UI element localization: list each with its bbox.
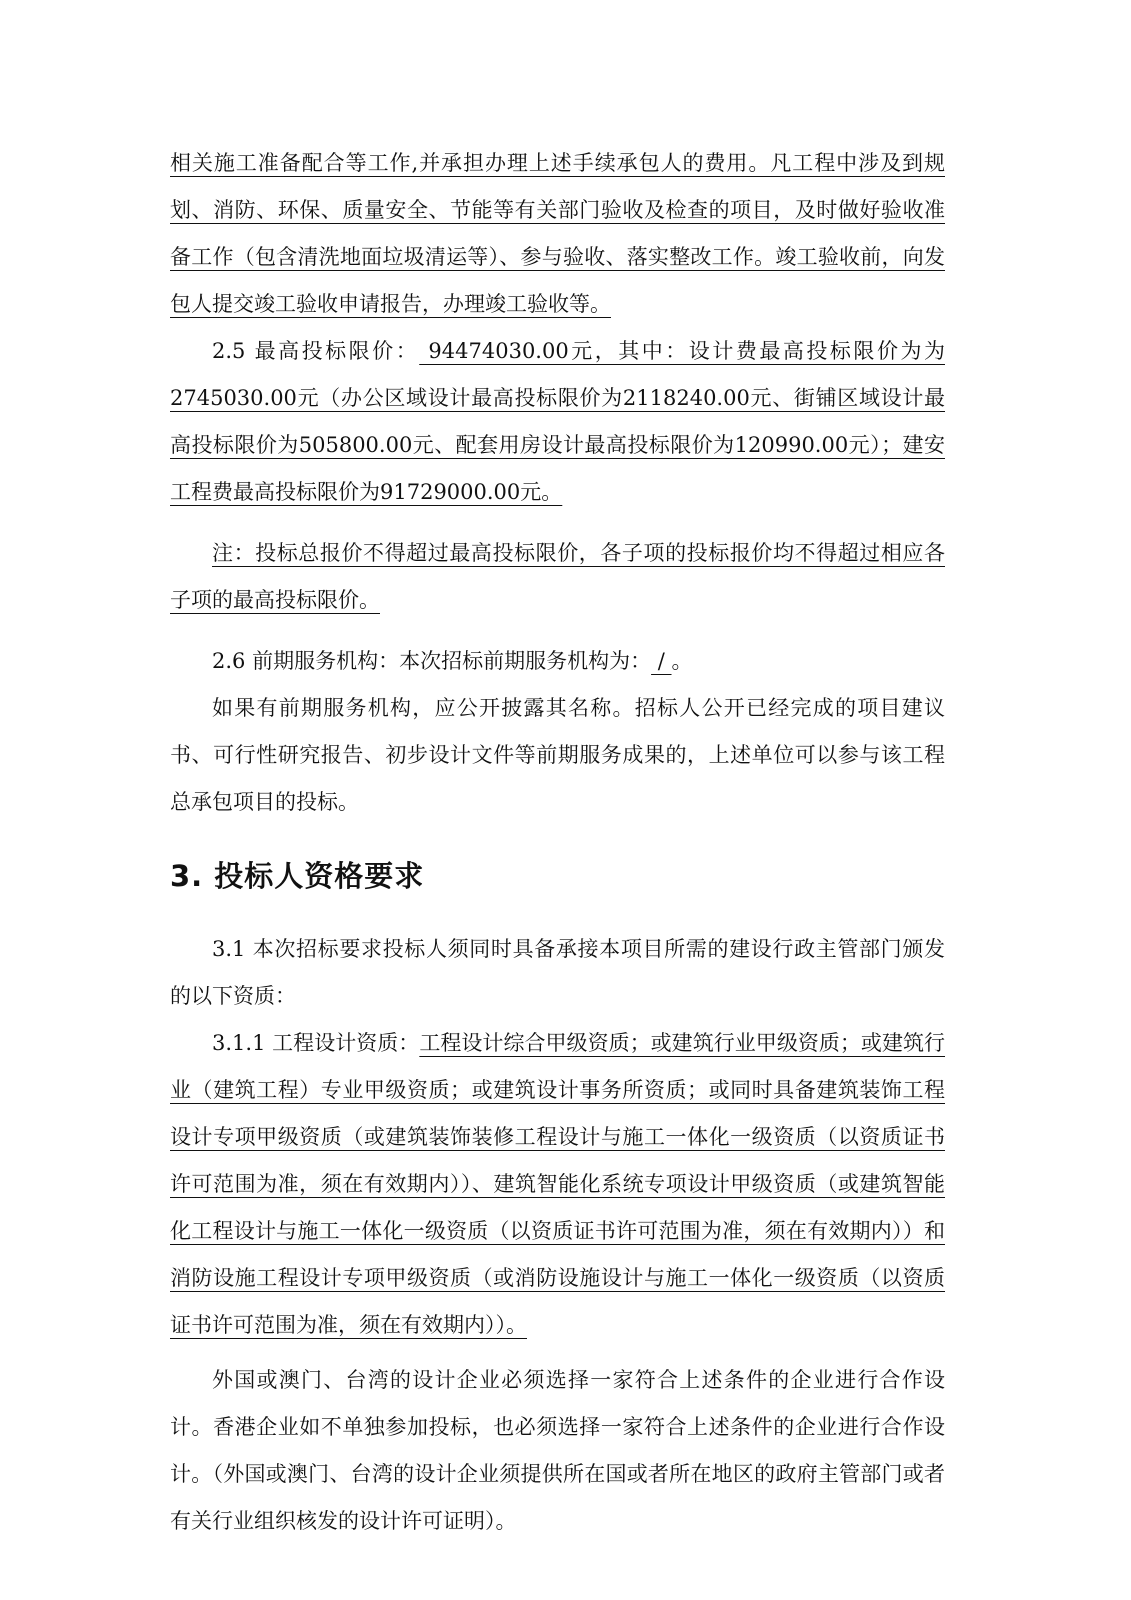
section-3-1-1-label: 3.1.1 工程设计资质： bbox=[212, 1031, 420, 1055]
pre-service-paragraph: 如果有前期服务机构，应公开披露其名称。招标人公开已经完成的项目建议书、可行性研究报告、初步设计文件等前期服务成果的，上述单位可以参与该工程总承包项目的投标。 bbox=[170, 696, 945, 814]
note-text: 注：投标总报价不得超过最高投标限价，各子项的投标报价均不得超过相应各子项的最高投标限价。 bbox=[170, 541, 945, 612]
section-heading-3: 3. 投标人资格要求 bbox=[170, 859, 425, 893]
section-2-6-label: 2.6 前期服务机构：本次招标前期服务机构为： bbox=[212, 649, 652, 673]
continuation-text: 相关施工准备配合等工作,并承担办理上述手续承包人的费用。凡工程中涉及到规划、消防、环保、质量安全、节能等有关部门验收及检查的项目，及时做好验收准备工作（包含清洗地面垃圾清运等）、参与验收、落实整改工作。竣工验收前，向发包人提交竣工验收申请报告，办理竣工验收等。 bbox=[170, 151, 945, 316]
section-2-5-label: 2.5 最高投标限价： bbox=[212, 339, 420, 363]
pre-service-agency-value: / bbox=[651, 649, 672, 673]
document-body bbox=[170, 140, 945, 1545]
section-2-6 bbox=[170, 638, 945, 685]
paragraph-continuation bbox=[170, 140, 945, 328]
note-paragraph bbox=[170, 530, 945, 624]
section-2-6-end: 。 bbox=[671, 649, 693, 673]
section-2-5 bbox=[170, 328, 945, 516]
design-qualification-text: 工程设计综合甲级资质；或建筑行业甲级资质；或建筑行业（建筑工程）专业甲级资质；或建筑设计事务所资质；或同时具备建筑装饰工程设计专项甲级资质（或建筑装饰装修工程设计与施工一体化一级资质（以资质证书许可范围为准，须在有效期内））、建筑智能化系统专项设计甲级资质（或建筑智能化工程设计与施工一体化一级资质（以资质证书许可范围为准，须在有效期内））和消防设施工程设计专项甲级资质（或消防设施设计与施工一体化一级资质（以资质证书许可范围为准，须在有效期内））。 bbox=[170, 1031, 946, 1337]
foreign-enterprise-paragraph: 外国或澳门、台湾的设计企业必须选择一家符合上述条件的企业进行合作设计。香港企业如不单独参加投标，也必须选择一家符合上述条件的企业进行合作设计。（外国或澳门、台湾的设计企业须提供所在国或者所在地区的政府主管部门或者有关行业组织核发的设计许可证明）。 bbox=[170, 1368, 945, 1533]
max-bid-price-text: 94474030.00元，其中：设计费最高投标限价为为2745030.00元（办公区域设计最高投标限价为2118240.00元、街铺区域设计最高投标限价为505800.00元、配套用房设计最高投标限价为120990.00元）；建安工程费最高投标限价为91729000.00元。 bbox=[170, 339, 945, 504]
section-3-1: 3.1 本次招标要求投标人须同时具备承接本项目所需的建设行政主管部门颁发的以下资质： bbox=[170, 937, 945, 1008]
section-3-1-1 bbox=[170, 1020, 945, 1349]
